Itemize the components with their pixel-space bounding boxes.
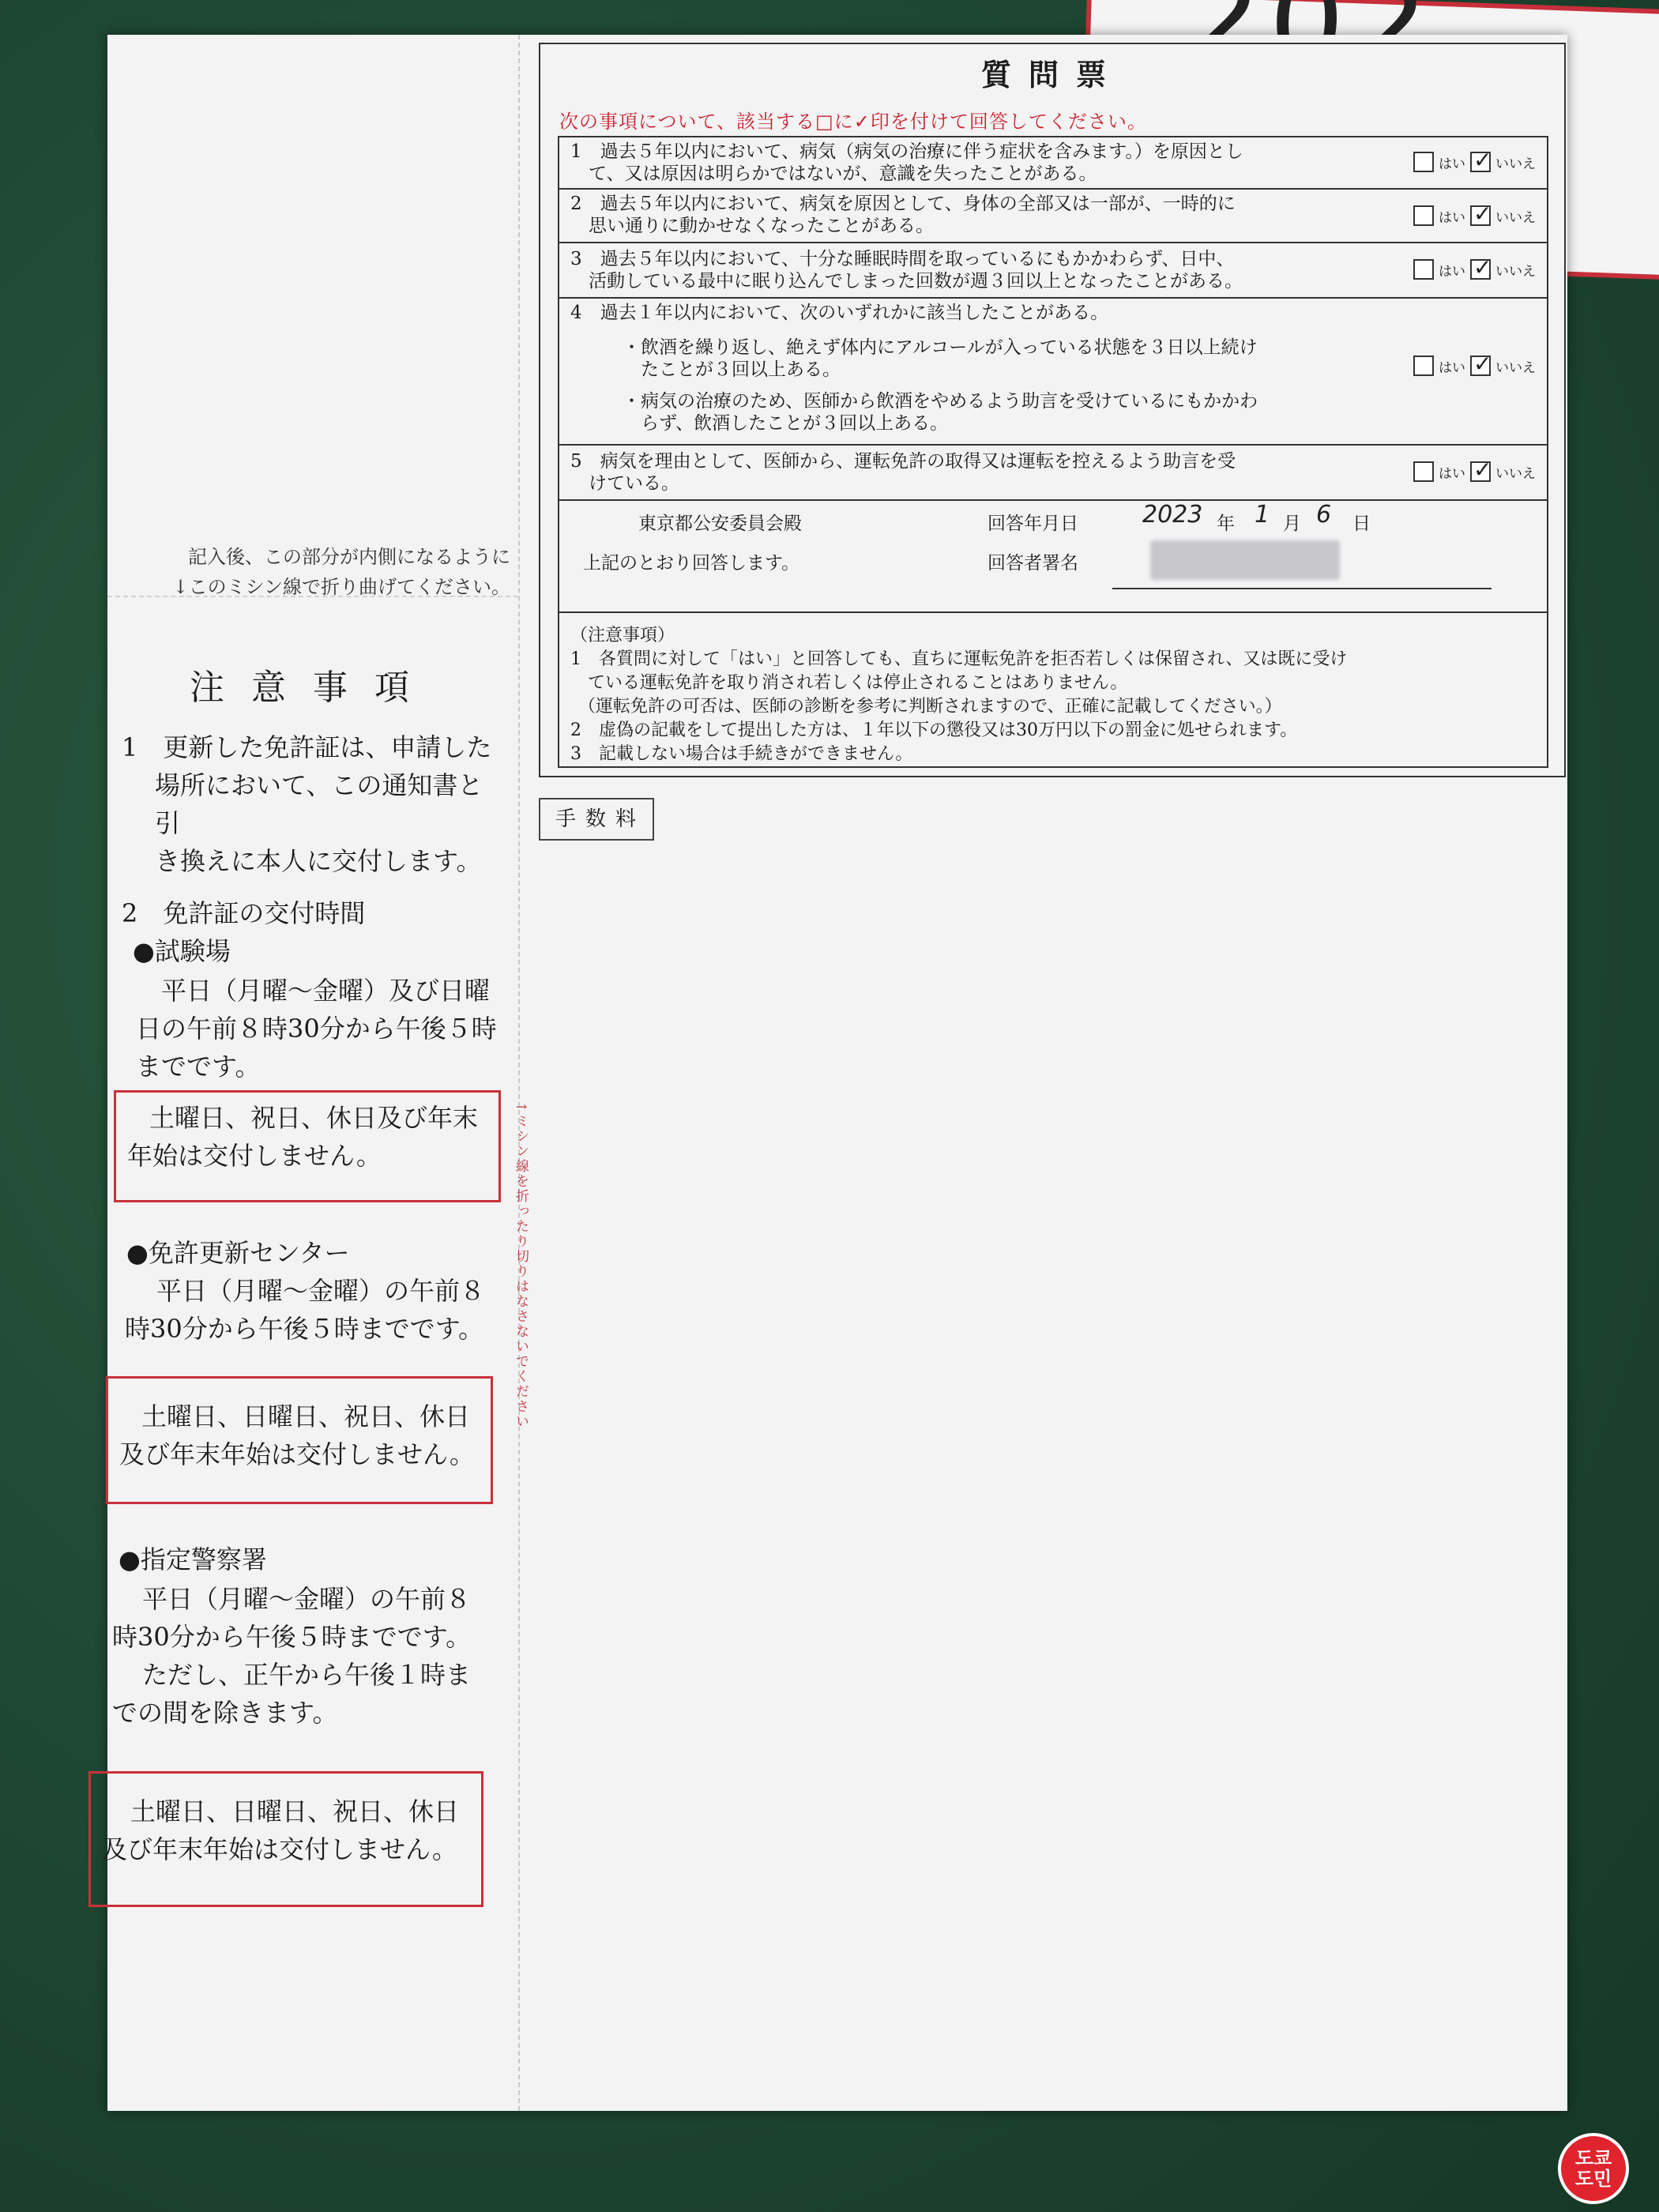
license-notice-document [102, 35, 1567, 2111]
closed-days-box-1 [114, 1090, 501, 1202]
day-suffix: 日 [1352, 514, 1371, 534]
watermark-line-2: 도민 [1574, 2168, 1612, 2190]
police-heading: ●指定警察署 [118, 1544, 267, 1574]
label-yes: はい [1439, 156, 1465, 172]
box2-line: 土曜日、日曜日、祝日、休日 [141, 1401, 471, 1431]
label-no: いいえ [1495, 465, 1536, 482]
checkbox-no[interactable] [1470, 147, 1492, 173]
checkbox-yes[interactable] [1413, 461, 1434, 482]
box2-line: 及び年末年始は交付しません。 [119, 1439, 475, 1469]
question-row-4 [559, 299, 1547, 446]
year-suffix: 年 [1217, 514, 1235, 534]
answer-group-4 [1413, 351, 1536, 377]
checkbox-no[interactable] [1470, 351, 1492, 377]
question-line: けている。 [570, 473, 679, 494]
closed-days-box-2 [106, 1376, 493, 1504]
date-day-field[interactable]: 6 [1316, 501, 1332, 529]
box3-line: 土曜日、日曜日、祝日、休日 [130, 1796, 460, 1826]
notice-item-1 [122, 728, 501, 880]
question-sub-item-1 [623, 337, 1334, 381]
caution-line: 1 各質問に対して「はい」と回答しても、直ちに運転免許を拒否若しくは保留され、又は既に受け [570, 649, 1348, 669]
question-text [570, 450, 1337, 495]
month-suffix: 月 [1283, 514, 1301, 534]
question-row-1 [559, 137, 1547, 190]
center-hours [125, 1272, 512, 1348]
check-mark-icon: ✓ [1473, 254, 1492, 280]
label-yes: はい [1439, 263, 1465, 280]
watermark-line-1: 도쿄 [1574, 2147, 1612, 2169]
question-line: たことが３回以上ある。 [623, 359, 841, 380]
box1-line: 土曜日、祝日、休日及び年末 [149, 1103, 479, 1133]
center-line: 時30分から午後５時までです。 [125, 1314, 484, 1344]
question-line: て、又は原因は明らかではないが、意識を失ったことがある。 [570, 164, 1097, 184]
box1-line: 年始は交付しません。 [127, 1141, 382, 1171]
question-line: ・飲酒を繰り返し、絶えず体内にアルコールが入っている状態を３日以上続け [623, 337, 1258, 358]
police-hours [112, 1580, 507, 1732]
left-panel [102, 35, 510, 2111]
date-year-field[interactable]: 2023 [1142, 501, 1203, 529]
label-no: いいえ [1495, 156, 1536, 172]
box3-line: 及び年末年始は交付しません。 [102, 1834, 457, 1864]
question-text [570, 248, 1337, 292]
questionnaire-form [539, 43, 1566, 777]
center-line: 平日（月曜～金曜）の午前８ [156, 1276, 486, 1306]
question-line: 活動している最中に眠り込んでしまった回数が週３回以上となったことがある。 [570, 271, 1243, 292]
questionnaire-title: 質問票 [980, 57, 1123, 92]
date-label: 回答年月日 [988, 514, 1078, 534]
shikenjo-line: 平日（月曜～金曜）及び日曜 [161, 976, 491, 1006]
question-line: 3 過去５年以内において、十分な睡眠時間を取っているにもかかわらず、日中、 [570, 249, 1235, 269]
fold-note-line-2: ↓このミシン線で折り曲げてください。 [172, 576, 510, 598]
notice-item-2-heading: 2 免許証の交付時間 [122, 898, 366, 928]
police-line: ただし、正午から午後１時ま [142, 1660, 472, 1690]
answer-group-3 [1413, 254, 1536, 280]
signature-underline [1112, 588, 1492, 589]
center-heading: ●免許更新センター [126, 1238, 350, 1268]
question-row-5 [559, 446, 1547, 501]
label-yes: はい [1439, 465, 1465, 482]
shikenjo-heading: ●試験場 [133, 936, 231, 966]
caution-line: ている運転免許を取り消され若しくは停止されることはありません。 [570, 673, 1128, 693]
label-no: いいえ [1495, 263, 1536, 280]
caution-line: 2 虚偽の記載をして提出した方は、１年以下の懲役又は30万円以下の罰金に処せられます。 [570, 720, 1298, 740]
perforation-warning: ↑ミシン線を折ったり切りはなさないでください [513, 1101, 529, 1430]
checkbox-yes[interactable] [1413, 259, 1434, 280]
label-yes: はい [1439, 209, 1465, 226]
question-line: 思い通りに動かせなくなったことがある。 [570, 216, 934, 236]
label-yes: はい [1439, 359, 1465, 376]
declaration: 上記のとおり回答します。 [583, 553, 800, 574]
police-line: 平日（月曜～金曜）の午前８ [142, 1584, 472, 1614]
questionnaire-instruction: 次の事項について、該当する□に✓印を付けて回答してください。 [559, 111, 1147, 133]
checkbox-no[interactable] [1470, 254, 1492, 280]
caution-line: 3 記載しない場合は手続きができません。 [570, 744, 913, 764]
date-month-field[interactable]: 1 [1255, 501, 1270, 529]
caution-section [559, 611, 1547, 771]
question-text: 4 過去１年以内において、次のいずれかに該当したことがある。 [570, 303, 1109, 323]
checkbox-yes[interactable] [1413, 152, 1434, 172]
question-sub-item-2 [623, 390, 1334, 434]
label-no: いいえ [1495, 359, 1536, 376]
question-text [570, 141, 1337, 185]
question-line: ・病気の治療のため、医師から飲酒をやめるよう助言を受けているにもかかわ [623, 391, 1258, 412]
signer-label: 回答者署名 [988, 553, 1078, 574]
checkbox-yes[interactable] [1413, 356, 1434, 376]
answer-group-2 [1413, 201, 1536, 227]
question-row-3 [559, 243, 1547, 299]
notice-title: 注意事項 [190, 668, 436, 708]
addressee: 東京都公安委員会殿 [638, 514, 802, 534]
check-mark-icon: ✓ [1473, 147, 1492, 173]
police-line: での間を除きます。 [112, 1698, 338, 1728]
question-line: 5 病気を理由として、医師から、運転免許の取得又は運転を控えるよう助言を受 [570, 451, 1236, 472]
shikenjo-hours [136, 972, 515, 1085]
item1-line: 1 更新した免許証は、申請した [122, 732, 492, 762]
answer-group-5 [1413, 457, 1536, 483]
question-text [570, 193, 1337, 237]
check-mark-icon: ✓ [1473, 457, 1492, 483]
signature-area [559, 501, 1547, 596]
question-line: らず、飲酒したことが３回以上ある。 [623, 413, 949, 434]
checkbox-no[interactable] [1470, 201, 1492, 227]
item1-line: 場所において、この通知書と引 [155, 770, 483, 838]
shikenjo-line: までです。 [136, 1051, 261, 1082]
shikenjo-line: 日の午前８時30分から午後５時 [136, 1014, 497, 1044]
answer-group-1 [1413, 147, 1536, 173]
closed-days-box-3 [88, 1771, 483, 1907]
redacted-signature [1150, 540, 1340, 580]
fold-note-line-1: 記入後、この部分が内側になるように [188, 546, 510, 568]
watermark-logo [1558, 2133, 1629, 2204]
caution-line: （運転免許の可否は、医師の診断を参考に判断されますので、正確に記載してください。） [578, 697, 1282, 717]
question-table [558, 136, 1548, 768]
checkbox-no[interactable] [1470, 457, 1492, 483]
police-line: 時30分から午後５時までです。 [112, 1622, 472, 1652]
fee-box: 手数料 [539, 798, 654, 841]
label-no: いいえ [1495, 209, 1536, 226]
checkbox-yes[interactable] [1413, 205, 1434, 226]
question-row-2 [559, 190, 1547, 243]
check-mark-icon: ✓ [1473, 351, 1492, 377]
fold-instruction [131, 542, 510, 602]
question-line: 2 過去５年以内において、病気を原因として、身体の全部又は一部が、一時的に [570, 194, 1236, 214]
fold-line-horizontal [107, 596, 518, 597]
perforation-line [518, 35, 520, 2111]
question-line: 1 過去５年以内において、病気（病気の治療に伴う症状を含みます。）を原因とし [570, 141, 1243, 162]
caution-heading: （注意事項） [570, 626, 675, 645]
check-mark-icon: ✓ [1473, 201, 1492, 227]
item1-line: き換えに本人に交付します。 [155, 846, 482, 876]
